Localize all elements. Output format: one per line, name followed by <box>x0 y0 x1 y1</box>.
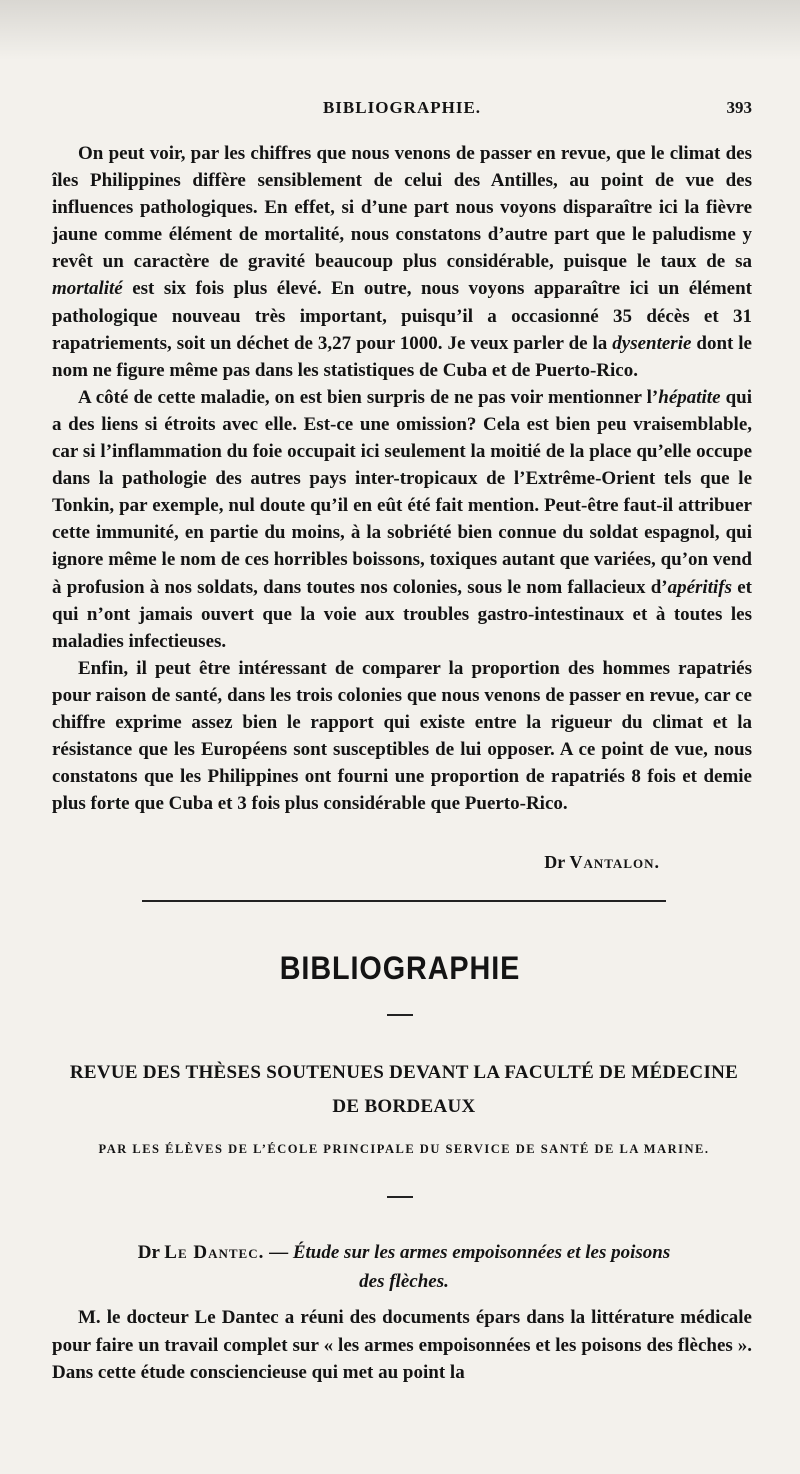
page-number: 393 <box>726 98 752 117</box>
signature-prefix: Dr <box>544 852 570 872</box>
text-run: A côté de cette maladie, on est bien surpris de ne pas voir mentionner l’ <box>78 386 659 408</box>
section-title: BIBLIOGRAPHIE <box>279 950 521 986</box>
short-rule <box>387 1196 413 1198</box>
par-line: PAR LES ÉLÈVES DE L’ÉCOLE PRINCIPALE DU SERVICE DE SANTÉ DE LA MARINE. <box>98 1142 710 1156</box>
paragraph-3: Enfin, il peut être intéressant de comparer la proportion des hommes rapatriés pour raison de santé, dans les trois colonies que nous venons de passer en revue, car ce chiffre exprime assez bien le rapport qui existe entre la rigueur du climat et la résistance que les Européens sont susceptibles de lui opposer. A ce point de vue, nous constatons que les Philippines ont fourni une proportion de rapatriés 8 fois et demie plus forte que Cuba et 3 fois plus considérable que Puerto-Rico. <box>52 657 752 815</box>
paragraph-2 <box>52 384 752 655</box>
signature-name: Vantalon. <box>569 852 660 872</box>
italic-term: dysenterie <box>612 332 692 354</box>
thesis-entry <box>52 1238 756 1296</box>
revue-heading-line-2: DE BORDEAUX <box>332 1096 476 1117</box>
text-run: qui a des liens si étroits avec elle. Est-ce une omission? Cela est bien peu vraisemblable, car si l’inflammation du foie occupait ici seulement la moitié de la place qu’elle occupe dans la pathologie des autres pays inter-tropicaux de l’Extrême-Orient tels que le Tonkin, par exemple, nul doute qu’il en eût été fait mention. Peut-être faut-il attribuer cette immunité, en partie du moins, à la sobriété bien connue du soldat espagnol, qui ignore même le nom de ces horribles boissons, toxiques autant que variées, qu’on vend à profusion à nos soldats, dans toutes nos colonies, sous le nom fallacieux d’ <box>52 386 752 598</box>
short-rule <box>387 1014 413 1016</box>
text-run: et qui n’ont jamais ouvert que la voie aux troubles gastro-intestinaux et à toutes les maladies infectieuses. <box>52 576 752 652</box>
italic-term: hépatite <box>658 386 721 408</box>
revue-heading <box>52 1056 756 1124</box>
review-paragraph: M. le docteur Le Dantec a réuni des documents épars dans la littérature médicale pour faire un travail complet sur « les armes empoisonnées et les poisons des flèches ». Dans cette étude consciencieuse qui met au point la <box>52 1307 752 1383</box>
running-head-title: BIBLIOGRAPHIE. <box>322 98 482 117</box>
author-prefix: Dr <box>137 1242 165 1263</box>
italic-term: apéritifs <box>667 576 732 598</box>
review-body <box>52 1304 752 1387</box>
text-run: On peut voir, par les chiffres que nous venons de passer en revue, que le climat des îles Philippines diffère sensiblement de celui des Antilles, au point de vue des influences pathologiques. En effet, si d’une part nous voyons disparaître ici la fièvre jaune comme élément de mortalité, nous constatons d’autre part que le paludisme y revêt un caractère de gravité beaucoup plus considérable, puisque le taux de sa <box>52 143 752 273</box>
paragraph-1 <box>52 140 752 384</box>
signature <box>544 852 660 873</box>
thesis-entry-line-1 <box>52 1238 756 1267</box>
dash: — <box>264 1242 293 1263</box>
italic-term: mortalité <box>52 278 123 300</box>
article-body <box>52 140 752 817</box>
author-name: Le Dantec. <box>164 1242 265 1263</box>
text-run: est six fois plus élevé. En outre, nous voyons apparaître ici un élément pathologique nouveau très important, puisqu’il a occasionné 35 décès et 31 rapatriements, soit un déchet de 3,27 pour 1000. Je veux parler de la <box>52 278 752 354</box>
text-run: dont le nom ne figure même pas dans les statistiques de Cuba et de Puerto-Rico. <box>52 332 752 381</box>
thesis-title: Étude sur les armes empoisonnées et les poisons <box>292 1242 671 1263</box>
revue-heading-line-1: REVUE DES THÈSES SOUTENUES DEVANT LA FACULTÉ DE MÉDECINE <box>69 1062 739 1083</box>
section-divider <box>142 900 666 902</box>
thesis-title-line-2: des flèches. <box>359 1271 449 1292</box>
running-head <box>52 98 752 122</box>
